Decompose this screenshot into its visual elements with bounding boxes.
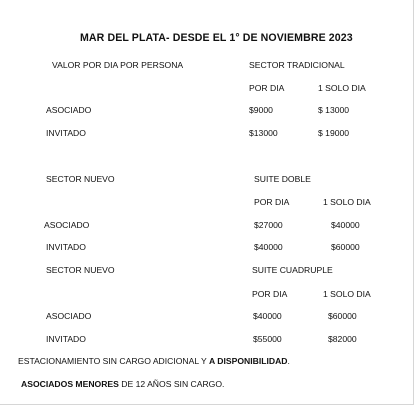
sector-nuevo-heading: SECTOR NUEVO xyxy=(46,265,115,275)
sector-nuevo-heading: SECTOR NUEVO xyxy=(46,174,115,184)
price-por-dia: $27000 xyxy=(254,220,283,230)
row-label-invitado: INVITADO xyxy=(46,334,86,344)
document-title: MAR DEL PLATA- DESDE EL 1° DE NOVIEMBRE 2023 xyxy=(80,32,353,44)
price-solo-dia: $ 13000 xyxy=(318,105,350,115)
minors-note-text: DE 12 AÑOS SIN CARGO. xyxy=(118,379,225,389)
parking-note-text: ESTACIONAMIENTO SIN CARGO ADICIONAL Y xyxy=(18,356,210,366)
parking-availability-bold: A DISPONIBILIDAD xyxy=(209,356,288,366)
price-solo-dia: $ 19000 xyxy=(318,128,350,138)
minors-note-bold: ASOCIADOS MENORES xyxy=(21,379,119,389)
parking-note xyxy=(18,357,290,366)
price-solo-dia: $60000 xyxy=(328,311,357,321)
parking-note-period: . xyxy=(287,356,290,366)
col-header-solo-dia: 1 SOLO DIA xyxy=(323,289,371,299)
price-por-dia: $13000 xyxy=(249,128,278,138)
price-por-dia: $9000 xyxy=(249,105,273,115)
sector-tradicional-heading: SECTOR TRADICIONAL xyxy=(249,60,345,70)
price-solo-dia: $60000 xyxy=(331,242,360,252)
suite-doble-heading: SUITE DOBLE xyxy=(254,174,311,184)
col-header-por-dia: POR DIA xyxy=(252,289,288,299)
col-header-solo-dia: 1 SOLO DIA xyxy=(323,197,371,207)
suite-cuadruple-heading: SUITE CUADRUPLE xyxy=(252,265,333,275)
price-solo-dia: $40000 xyxy=(331,220,360,230)
row-label-invitado: INVITADO xyxy=(46,242,86,252)
row-label-invitado: INVITADO xyxy=(46,128,86,138)
price-por-dia: $40000 xyxy=(254,242,283,252)
price-por-dia: $55000 xyxy=(253,334,282,344)
row-label-asociado: ASOCIADO xyxy=(44,220,90,230)
price-solo-dia: $82000 xyxy=(328,334,357,344)
col-header-por-dia: POR DIA xyxy=(249,83,285,93)
price-por-dia: $40000 xyxy=(253,311,282,321)
row-label-asociado: ASOCIADO xyxy=(46,311,92,321)
col-header-solo-dia: 1 SOLO DIA xyxy=(318,83,366,93)
value-per-day-label: VALOR POR DIA POR PERSONA xyxy=(52,60,184,70)
minors-note xyxy=(21,380,224,389)
col-header-por-dia: POR DIA xyxy=(254,197,290,207)
row-label-asociado: ASOCIADO xyxy=(46,105,92,115)
